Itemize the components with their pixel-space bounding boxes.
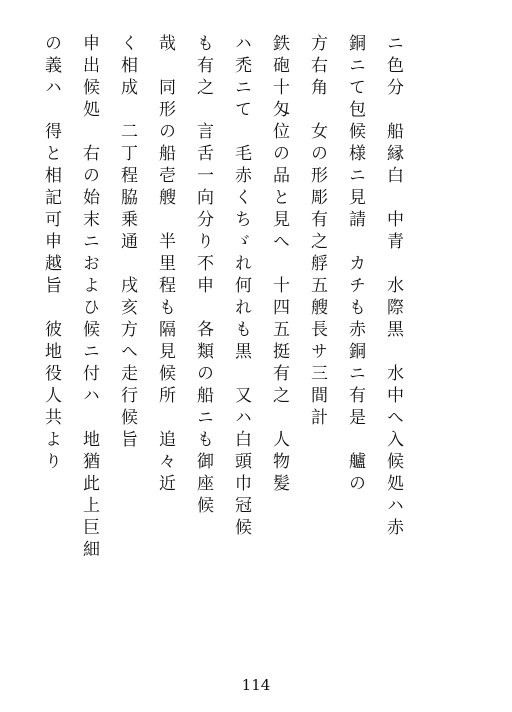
text-line-3: 方右角 女の形彫有之艀五艘長サ三間計 bbox=[307, 34, 327, 430]
vertical-text-block bbox=[32, 34, 412, 624]
text-line-10: の義ハ 得と相記可申越旨 彼地役人共より bbox=[41, 34, 61, 474]
text-line-8: く相成 二丁程脇乗通 戌亥方へ走行候旨 bbox=[117, 34, 137, 452]
text-line-2: 銅ニて包候様ニ見請 カチも赤銅ニ有是 艫の bbox=[345, 34, 365, 496]
text-line-5: ハ禿ニて 毛赤くちゞれ何れも黒 又ハ白頭巾冠候 bbox=[231, 34, 251, 540]
text-line-9: 申出候処 右の始末ニおよひ候ニ付ハ 地猶此上巨細 bbox=[79, 34, 99, 562]
text-line-6: も有之 言舌一向分り不申 各類の船ニも御座候 bbox=[193, 34, 213, 518]
text-line-7: 哉 同形の船壱艘 半里程も隔見候所 追々近 bbox=[155, 34, 175, 496]
text-line-1: ニ色分 船縁白 中青 水際黒 水中へ入候処ハ赤 bbox=[383, 34, 403, 540]
page-number: 114 bbox=[241, 676, 271, 694]
text-line-4: 鉄砲十匁位の品と見へ 十四五挺有之 人物髪 bbox=[269, 34, 289, 496]
